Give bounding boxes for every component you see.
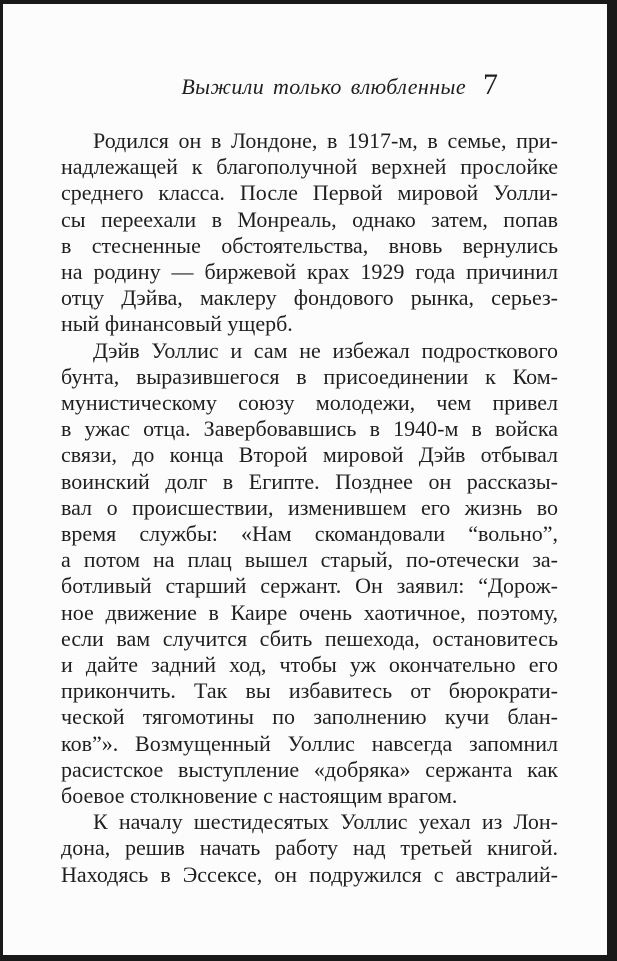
text-line: Дэйв Уоллис и сам не избежал подросткового: [93, 337, 558, 363]
paragraph: [61, 809, 558, 888]
text-line: бунта, выразившегося в присоединении к Ком-: [61, 363, 558, 389]
text-line: сы переехали в Монреаль, однако затем, попав: [61, 206, 558, 232]
text-line: прикончить. Так вы избавитесь от бюрократи-: [61, 678, 558, 704]
text-line: К началу шестидесятых Уоллис уехал из Лон-: [93, 809, 558, 835]
text-line: ное движение в Каире очень хаотичное, поэтому,: [61, 599, 558, 625]
text-line: Находясь в Эссексе, он подружился с австралий-: [61, 861, 558, 887]
text-line: в ужас отца. Завербовавшись в 1940-м в войска: [61, 416, 558, 442]
running-header: [181, 70, 498, 105]
text-line: и дайте задний ход, чтобы уж окончательно его: [61, 652, 558, 678]
text-line: воинский долг в Египте. Позднее он рассказы-: [61, 468, 558, 494]
text-line: дона, решив начать работу над третьей книгой.: [61, 835, 558, 861]
text-line: в стесненные обстоятельства, вновь вернулись: [61, 232, 558, 258]
text-line: отцу Дэйва, маклеру фондового рынка, серьез-: [61, 285, 558, 311]
text-line: ческой тягомотины по заполнению кучи блан-: [61, 704, 558, 730]
text-line: мунистическому союзу молодежи, чем привел: [61, 390, 558, 416]
book-page: [3, 4, 607, 955]
text-line: а потом на плац вышел старый, по-отечески за-: [61, 547, 558, 573]
paragraph: [61, 128, 558, 338]
text-line: ков”». Возмущенный Уоллис навсегда запомнил: [61, 730, 558, 756]
text-line: боевое столкновение с настоящим врагом.: [61, 783, 458, 809]
text-line: ный финансовый ущерб.: [61, 311, 293, 337]
text-line: надлежащей к благополучной верхней прослойке: [61, 154, 558, 180]
text-line: связи, до конца Второй мировой Дэйв отбывал: [61, 442, 558, 468]
text-line: на родину — биржевой крах 1929 года причинил: [61, 259, 558, 285]
page-text: [61, 128, 558, 888]
paragraph: [61, 338, 558, 810]
text-line: ботливый старший сержант. Он заявил: “Дорож-: [61, 573, 558, 599]
text-line: среднего класса. После Первой мировой Уолли-: [61, 180, 558, 206]
text-line: время службы: «Нам скомандовали “вольно”,: [61, 521, 558, 547]
running-title: Выжили только влюбленные: [181, 74, 466, 99]
text-line: расистское выступление «добряка» сержанта как: [61, 756, 558, 782]
text-line: вал о происшествии, изменившем его жизнь во: [61, 494, 558, 520]
text-line: если вам случится сбить пешехода, остановитесь: [61, 625, 558, 651]
text-line: Родился он в Лондоне, в 1917-м, в семье, при-: [93, 128, 558, 153]
page-number: 7: [483, 68, 498, 101]
